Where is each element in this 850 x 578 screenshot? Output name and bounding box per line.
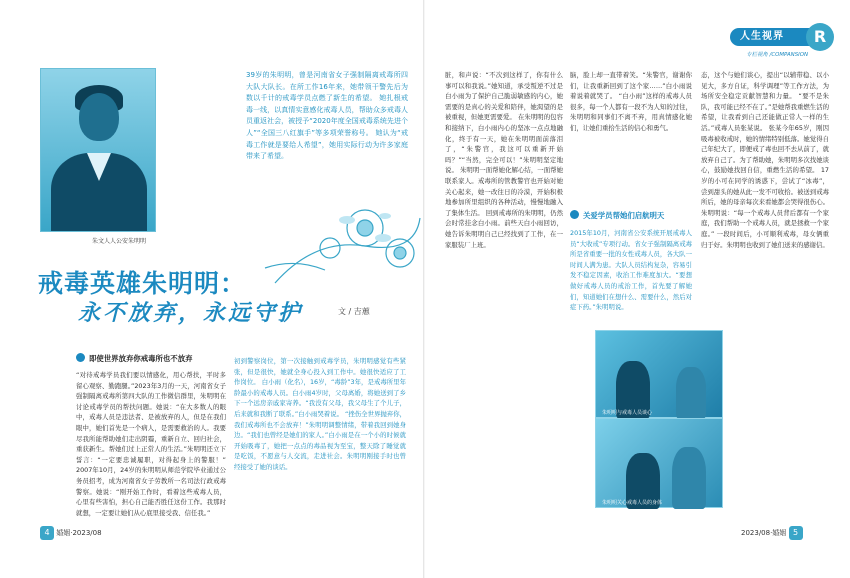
body-column-1: “对待戒毒学员我们要以情感化，用心帮扶，平时多留心观察、勤跑腿。”2023年3月的一天，河南省女子强制隔离戒毒所第四大队的工作微信群里，朱明明在讨论戒毒学员的帮扶问题。她说：“在大多数人的眼中，戒毒人员是违法者、是被放弃的人，但是在我们眼中，她们首先是一个病人，是需要救治的人。我要尽我所能帮助她们走出阴霾，重新自立、回归社会，重获新生。帮她们过上正常人的生活。”朱明明还立下誓言：“一定要忠诚履职，对得起身上的警服！” 2007年10月，24岁的朱明明从师范学院毕业通过公务员招考，成为河南省女子劳教所一名司法行政戒毒警察。她说：“刚开始工作时，看着这些戒毒人员，心里有些害怕，担心自己能否胜任这份工作。我那时就想，一定要让她们从心底里接受我、信任我。” [76,371,226,517]
column-header: 人生视界 [730,28,810,46]
section-heading-1: 即使世界放弃你戒毒所也不放弃 [76,353,192,364]
footer-text: 2023/08·婚姻 [741,529,787,537]
intro-text: 39岁的朱明明，曾是河南省女子强制隔离戒毒所四大队大队长。在所工作16年来，她带领干警先后为数以千计的戒毒学员点燃了新生的希望。 她扎根戒毒一线，以真情实意感化戒毒人员，帮助众多戒毒人员重返社会，被授予“2020年度全国戒毒系统先进个人”“全国三八红旗手”等多项荣誉称号。 她认为“戒毒工作就是要给人希望”，她用实际行动为许多家庭带来了希望。 [246,71,408,161]
section-heading-2: 关爱学员帮她们启航明天 [570,210,664,221]
photo-caption-2: 朱明明关心戒毒人员的身体 [602,500,663,506]
body-column-6: 态，这个与她们谈心，提出“以辅带稳、以小见大，多方自证，科学调理”等工作方法，为场所安全稳定贡献智慧和力量。 “要不是朱队，我可能已经不在了。”是她帮我重燃生活的希望，让我看到自己还能做正常人一样的生活。”戒毒人员张某说。 张某今年65岁，刚因吸毒被收戒时，她的情绪特别低落。她觉得自己年纪大了，即便戒了毒也回不去从前了，就放弃自己了。为了帮助她，朱明明多次找她谈心，鼓励她找回自信，重燃生活的希望。 17岁的小可在同学的诱惑下，尝试了“冰毒”，尝到甜头的她从此一发不可收拾。被送到戒毒所后，她的母亲每次来看她都会哭得很伤心。 朱明明说：“每一个戒毒人员背后都有一个家庭，我们帮助一个戒毒人员，就是拯救一个家庭。” 一段时间后，小可顺利戒毒，母女俩重归于好。朱明明也收到了她们送来的感谢信。 [701,71,829,249]
photo-counseling [595,330,723,418]
photo-caption: 朱文人人公安朱明明 [92,238,147,245]
article-title: 戒毒英雄朱明明： [38,269,247,298]
footer-right [741,526,803,540]
photo-caption-1: 朱明明与戒毒人员谈心 [602,410,653,416]
body-column-2: 初到警察岗位，第一次接触到戒毒学员，朱明明感觉有些紧张，但是很快，她就全身心投入到工作中。她很快适应了工作岗位。 白小雨（化名），16岁，“毒龄”3年，是戒毒所里年龄最小的戒毒人员。白小雨4岁时，父母离婚，将她送到了乡下一个远房亲戚家寄养。“我没有父母，我父母生了个儿子，后来就和我断了联系。”白小雨哭着说。 “挫伤全世界抛弃你，我们戒毒所也不会放弃！”朱明明调整情绪，带着我回到她身边。“我们也曾经是她们的家人。”白小雨是在一个小的时候就开始吸毒了，她把一点点的毒品视为至宝，整天除了睡觉就是吃饭，不愿意与人交流，走进社会。朱明明刚接手时也曾经接受了她的谈话。 [234,357,406,471]
column-subtitle: 专栏视角 /COMPANSION [746,52,808,58]
body-column-3: 脏，和声说：“不次到这样了，你有什么事可以和我说。”她知道，承受叛逆不过是白小雨为了保护自己脆弱敏感的内心，她需要的是真心的关爱和陪伴，她渴望的是被重视，但她更需要爱。 在朱明明的包容和接纳下，白小雨内心的坚冰一点点地融化，终于有一天，她在朱明明面前落泪了，“朱警官，我这可以重新开始吗？”“当然，完全可以！”朱明明坚定地说。 朱明明一面帮她化解心结，一面帮她联系家人。戒毒所的管教警官也开始对她关心起来，她一改往日的冷漠，开始积极地参加所里组织的各种活动，慢慢地融入了集体生活。 回到戒毒所的朱明明，仍然会时常挂念白小雨。前些天白小雨回访，她告诉朱明明自己已经找到了工作，在一家服装厂上班。 [445,71,563,249]
column-letter: R [806,23,834,51]
page-number: 5 [789,526,803,540]
photo-care [595,418,723,508]
flower-decoration [255,198,425,288]
body-column-5: 2015年10月，河南省公安系统开展戒毒人员“大收戒”专项行动。省女子强制隔离戒毒所是省重要一批的女性戒毒人员，各大队一时间人满为患。大队人员结构复杂，容易引发不稳定因素，收治工作难度加大。“要想做好戒毒人员的戒治工作，首先要了解她们，知道她们在想什么、需要什么，然后对症下药。”朱明明说。 [570,229,692,312]
page-number: 4 [40,526,54,540]
bullet-icon [570,210,579,219]
portrait-photo [40,68,156,232]
footer-left [40,526,102,540]
bullet-icon [76,353,85,362]
article-subtitle: 永不放弃，永远守护 [78,300,304,326]
author-line: 文 / 吉蕙 [338,307,370,316]
body-column-4: 脑，脸上却一直带着笑。“朱警官，谢谢你们，让我重新回到了这个家……”白小雨说着说着就哭了。 “白小雨”这样的戒毒人员很多，每一个人都有一段不为人知的过往，朱明明和同事们不离不弃，用真情感化她们，让她们重拾生活的信心和勇气。 [570,71,692,132]
footer-text: 婚姻·2023/08 [56,529,102,537]
